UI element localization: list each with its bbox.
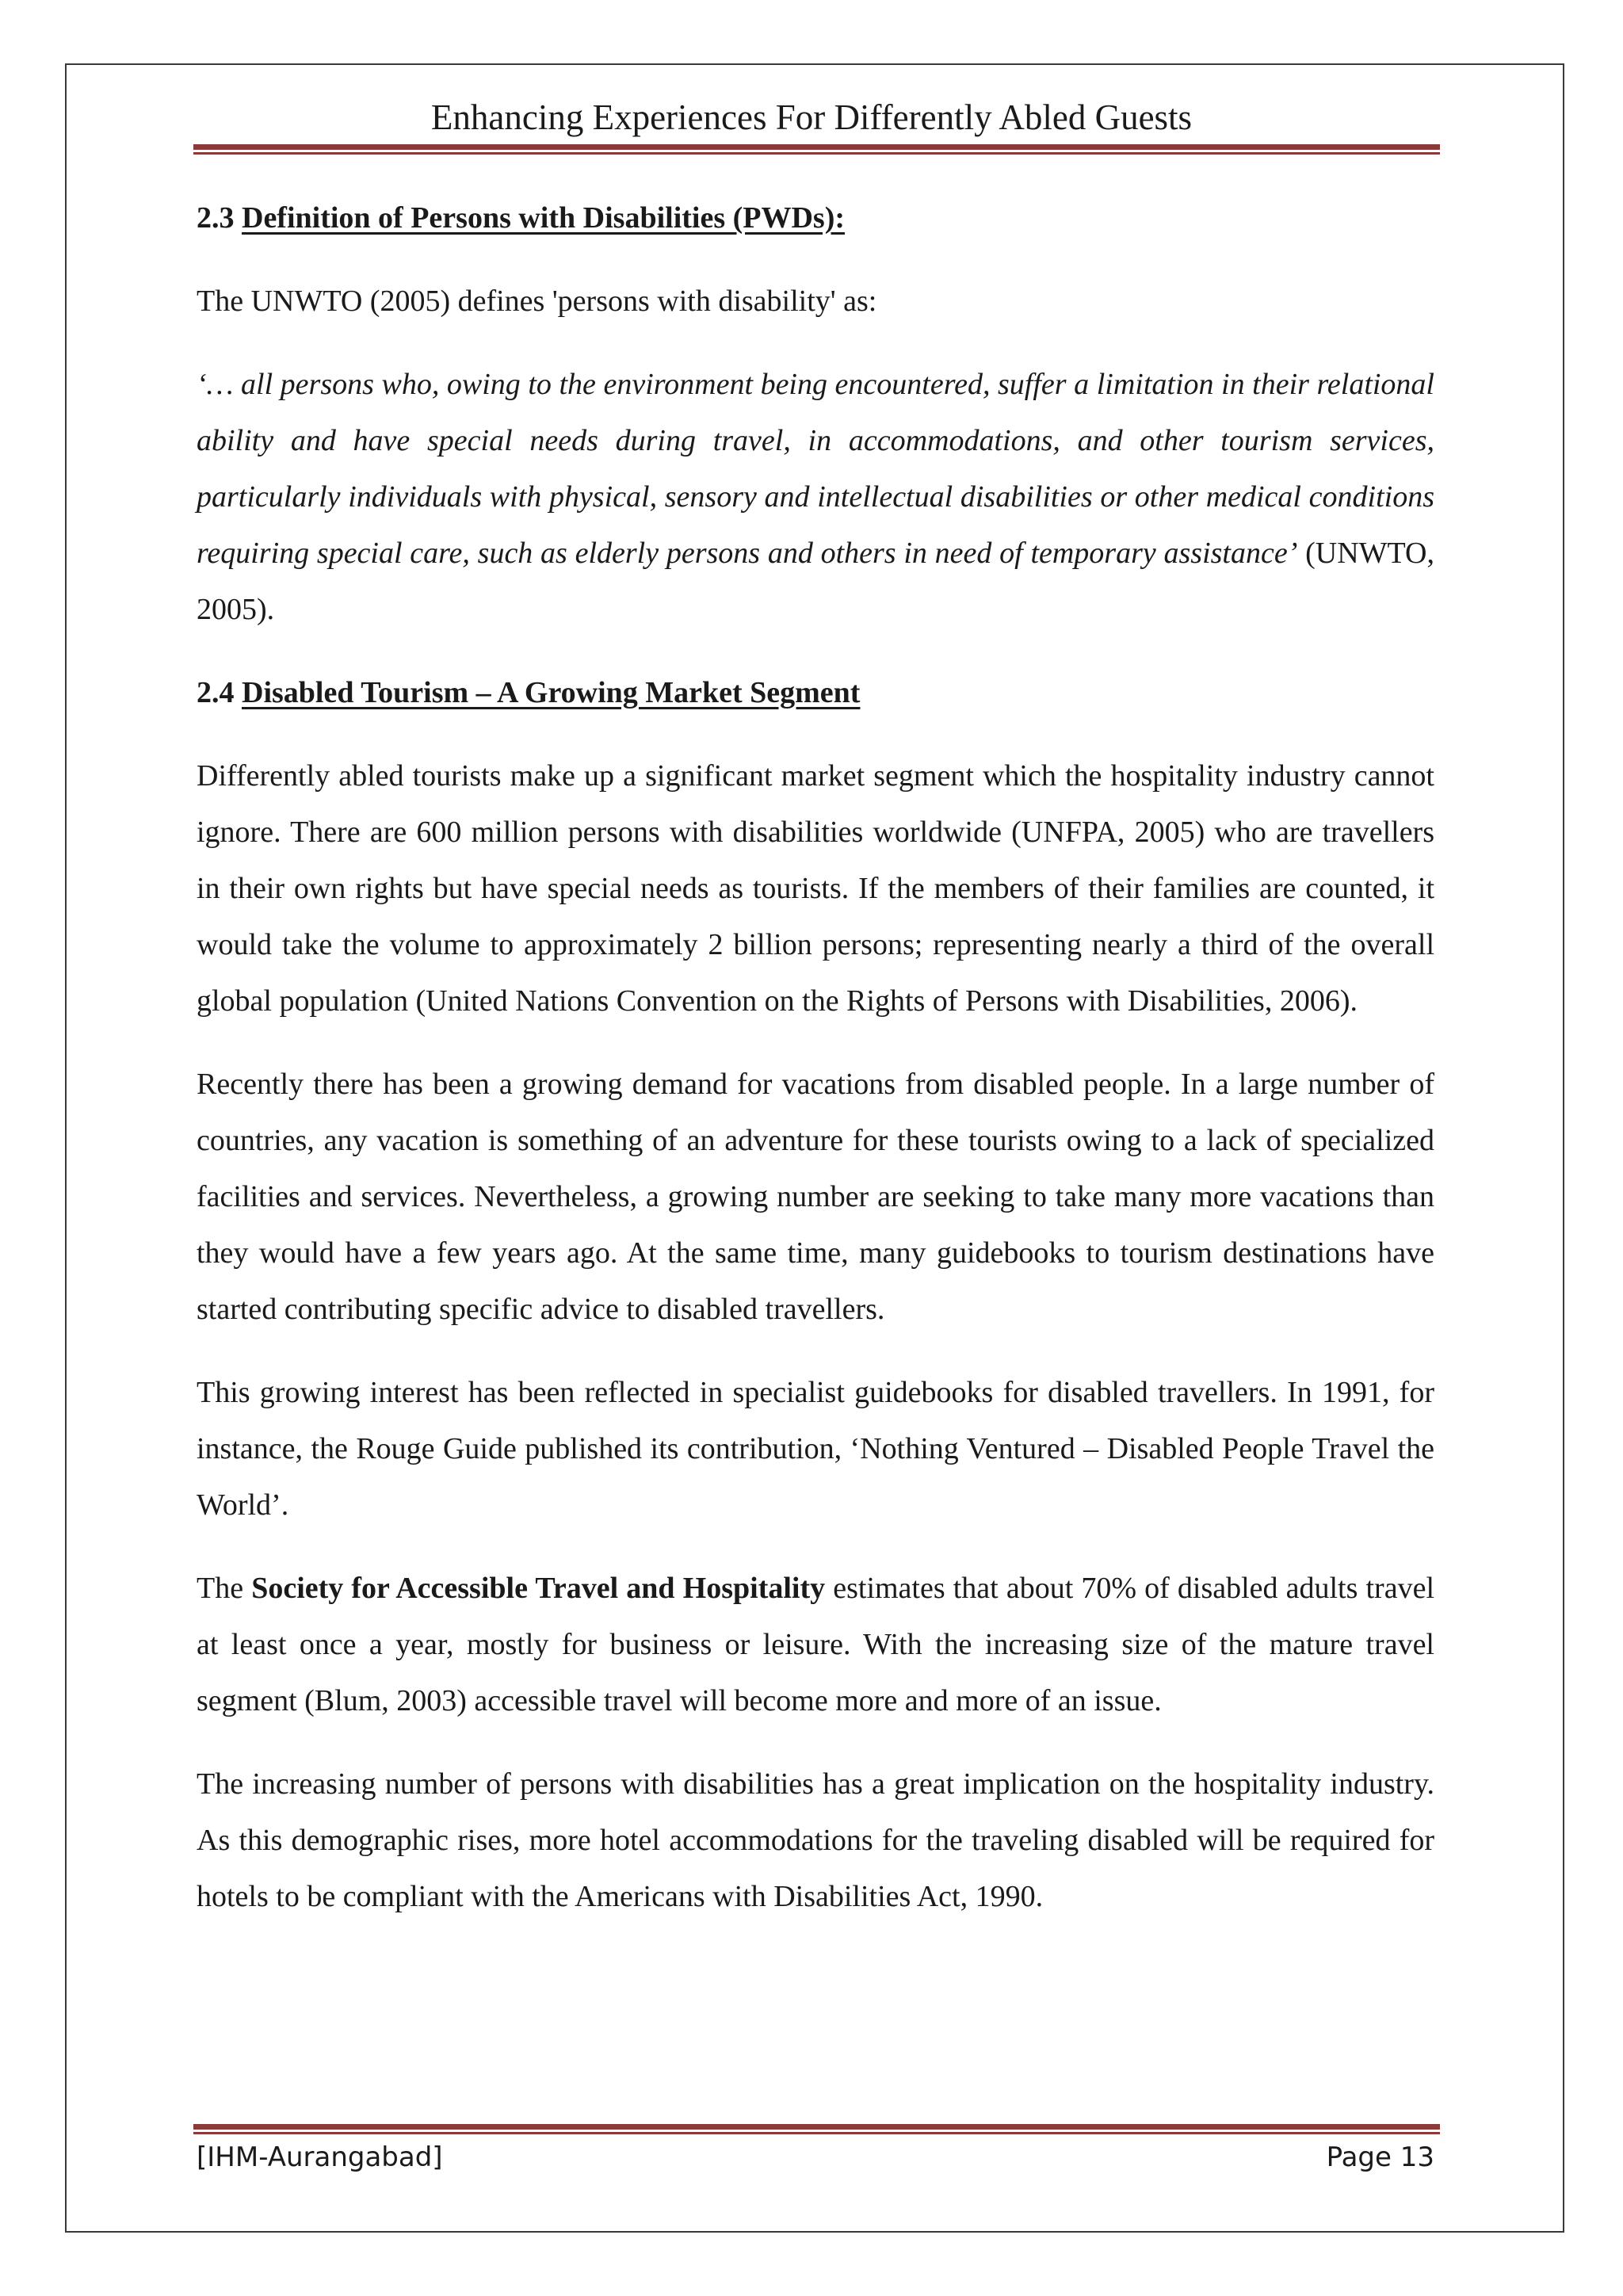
section-2-4-heading [197, 665, 1434, 721]
quote-citation: (UNWTO, 2005). [197, 537, 1435, 626]
definition-quote [197, 357, 1434, 638]
section-number: 2.3 [197, 201, 242, 235]
paragraph: Recently there has been a growing demand for vacations from disabled people. In a large number of countries, any vacation is something of an adventure for these tourists owing to a lack of specialized facilities and services. Nevertheless, a growing number are seeking to take many more vacations than they would have a few years ago. At the same time, many guidebooks to tourism destinations have started contributing specific advice to disabled travellers. [197, 1068, 1434, 1326]
paragraph: Differently abled tourists make up a significant market segment which the hospitality industry cannot ignore. There are 600 million persons with disabilities worldwide (UNFPA, 2005) who are travellers in their own rights but have special needs as tourists. If the members of their families are counted, it would take the volume to approximately 2 billion persons; representing nearly a third of the overall global population (United Nations Convention on the Rights of Persons with Disabilities, 2006). [197, 759, 1434, 1018]
quote-text: ‘… all persons who, owing to the environment being encountered, suffer a limitation in their relational ability and have special needs during travel, in accommodations, and other tourism services, particularly individuals with physical, sensory and intellectual disabilities or other medical conditions requiring special care, such as elderly persons and others in need of temporary assistance’ [197, 368, 1434, 570]
paragraph [197, 1561, 1434, 1729]
section-number: 2.4 [197, 676, 242, 709]
main-content [197, 190, 1434, 1952]
paragraph-text: estimates that about 70% of disabled adults travel at least once a year, mostly for business or leisure. With the increasing size of the mature travel segment (Blum, 2003) accessible travel will become more and more of an issue. [197, 1572, 1434, 1717]
footer-rule [193, 2124, 1440, 2134]
paragraph-text: The [197, 1572, 252, 1605]
paragraph: This growing interest has been reflected in specialist guidebooks for disabled travellers. In 1991, for instance, the Rouge Guide published its contribution, ‘Nothing Ventured – Disabled People Travel the World’. [197, 1376, 1434, 1522]
paragraph: The increasing number of persons with disabilities has a great implication on the hospitality industry. As this demographic rises, more hotel accommodations for the traveling disabled will be required for hotels to be compliant with the Americans with Disabilities Act, 1990. [197, 1767, 1434, 1913]
section-title: Disabled Tourism – A Growing Market Segment [242, 676, 861, 709]
organization-name: Society for Accessible Travel and Hospitality [251, 1572, 826, 1605]
footer-institution: [IHM-Aurangabad] [197, 2141, 443, 2173]
page-number: Page 13 [1326, 2141, 1434, 2173]
header-rule [193, 144, 1440, 155]
definition-intro: The UNWTO (2005) defines 'persons with disability' as: [197, 285, 877, 318]
header-title: Enhancing Experiences For Differently Abled Guests [430, 97, 1193, 137]
section-title: Definition of Persons with Disabilities (PWDs): [242, 201, 846, 235]
section-2-3-heading [197, 190, 1434, 246]
